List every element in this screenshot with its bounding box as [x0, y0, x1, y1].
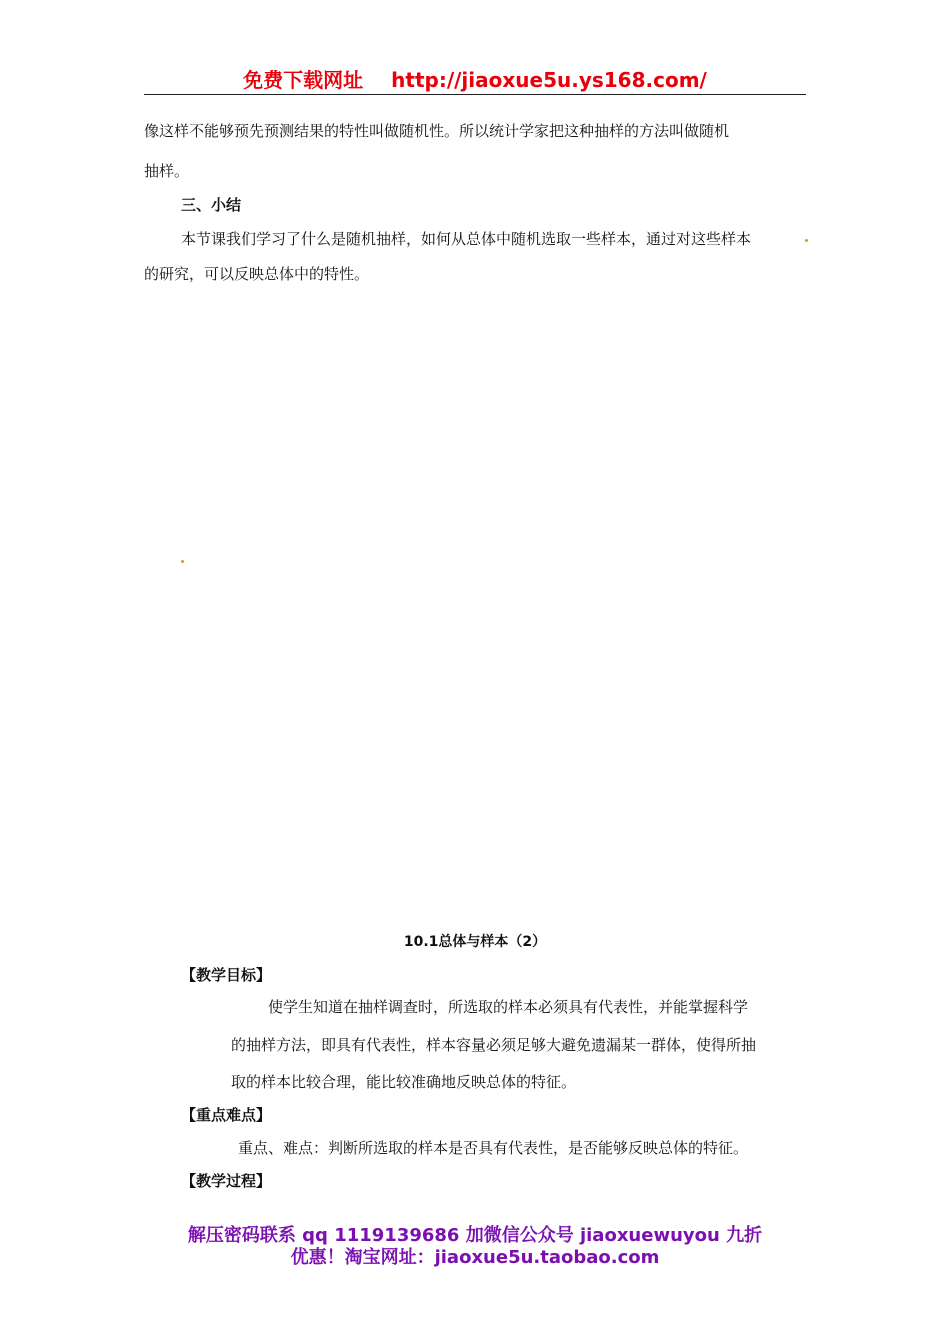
- footer-line: 优惠！淘宝网址：jiaoxue5u.taobao.com: [290, 1247, 660, 1268]
- paragraph-line: 取的样本比较合理，能比较准确地反映总体的特征。: [231, 1073, 577, 1091]
- header-url[interactable]: http://jiaoxue5u.ys168.com/: [391, 68, 707, 92]
- paragraph-line: 的研究，可以反映总体中的特性。: [144, 265, 370, 283]
- paragraph-line: 本节课我们学习了什么是随机抽样，如何从总体中随机选取一些样本，通过对这些样本: [181, 230, 752, 248]
- header-label: 免费下载网址: [243, 68, 364, 92]
- footer-line: 解压密码联系 qq 1119139686 加微信公众号 jiaoxuewuyou 九折: [187, 1225, 763, 1246]
- paragraph-line: 使学生知道在抽样调查时，所选取的样本必须具有代表性，并能掌握科学: [268, 998, 749, 1016]
- decorative-dot: [805, 239, 808, 242]
- section-heading: 三、小结: [181, 196, 242, 214]
- page-header: [0, 64, 950, 93]
- decorative-dot: [181, 560, 184, 563]
- process-heading: 【教学过程】: [181, 1172, 272, 1190]
- header-rule: [144, 94, 806, 95]
- paragraph-line: 的抽样方法，即具有代表性，样本容量必须足够大避免遗漏某一群体，使得所抽: [231, 1036, 757, 1054]
- paragraph-line: 重点、难点：判断所选取的样本是否具有代表性，是否能够反映总体的特征。: [238, 1139, 749, 1157]
- key-points-heading: 【重点难点】: [181, 1106, 272, 1124]
- goals-heading: 【教学目标】: [181, 966, 272, 984]
- lesson-title: 10.1总体与样本（2）: [403, 934, 547, 950]
- paragraph-line: 抽样。: [144, 162, 190, 180]
- paragraph-line: 像这样不能够预先预测结果的特性叫做随机性。所以统计学家把这种抽样的方法叫做随机: [144, 122, 730, 140]
